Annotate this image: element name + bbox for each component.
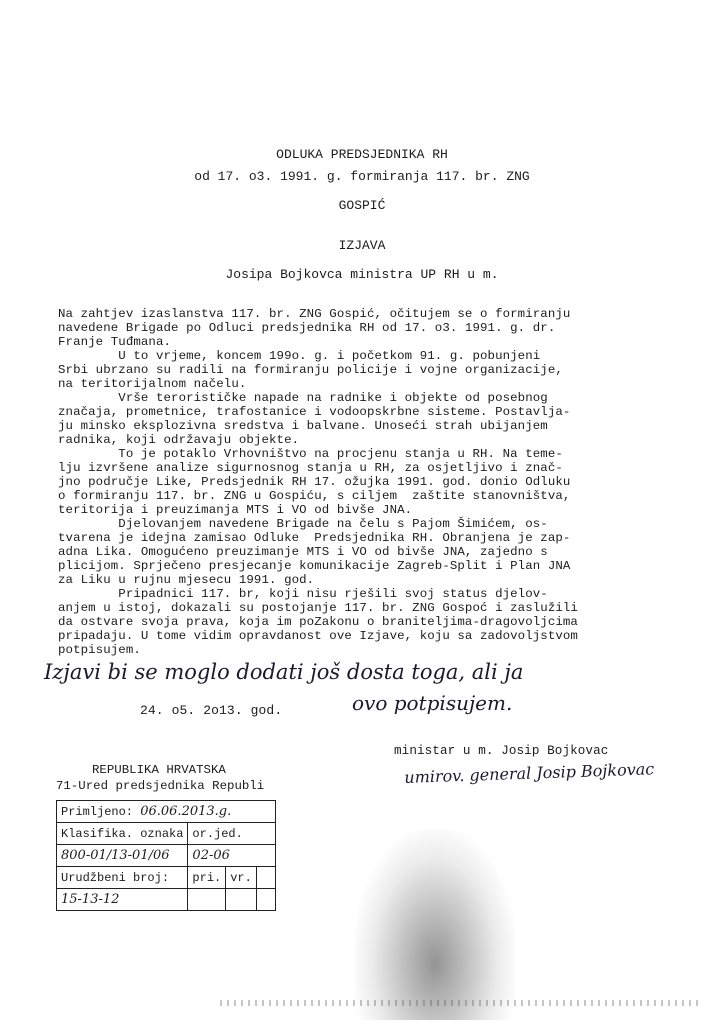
- handwritten-note-line1: Izjavi bi se moglo dodati još dosta toga, ali ja: [44, 660, 524, 684]
- body-line: Djelovanjem navedene Brigade na čelu s Pajom Šimićem, os-: [58, 517, 548, 531]
- body-line: lju izvršene analize sigurnosnog stanja u RH, za osjetljivo i znač-: [58, 461, 563, 475]
- empty-cell: [257, 867, 276, 889]
- registry-stamp: [56, 762, 326, 907]
- reg-value: 15-13-12: [57, 889, 188, 911]
- pril-label: pri.: [188, 867, 226, 889]
- vr-label: vr.: [226, 867, 257, 889]
- body-line: značaja, prometnice, trafostanice i vodoopskrbne sisteme. Postavlja-: [58, 405, 571, 419]
- body-line: navedene Brigade po Odluci predsjednika RH od 17. o3. 1991. g. dr.: [58, 321, 556, 335]
- body-line: jno područje Like, Predsjednik RH 17. ožujka 1991. god. donio Odluku: [58, 475, 571, 489]
- body-line: da ostvare svoja prava, koja im poZakonu o braniteljima-dragovoljcima: [58, 615, 578, 629]
- body-line: Na zahtjev izaslanstva 117. br. ZNG Gospić, očitujem se o formiranju: [58, 307, 571, 321]
- scan-smudge: [355, 830, 515, 1020]
- body-line: teritorija i preuzimanja MTS i VO od bivše JNA.: [58, 503, 413, 517]
- handwritten-signature: umirov. general Josip Bojkovac: [404, 759, 655, 787]
- body-line: U to vrjeme, koncem 199o. g. i početkom 91. g. pobunjeni: [58, 349, 541, 363]
- body-line: na teritorijalnom načelu.: [58, 377, 247, 391]
- decision-date-line: od 17. o3. 1991. g. formiranja 117. br. ZNG: [194, 169, 530, 184]
- body-line: o formiranju 117. br. ZNG u Gospiću, s ciljem zaštite stanovništva,: [58, 489, 571, 503]
- decision-title: ODLUKA PREDSJEDNIKA RH: [276, 147, 448, 162]
- body-line: Pripadnici 117. br, koji nisu rješili svoj status djelov-: [58, 587, 548, 601]
- location-heading: GOSPIĆ: [338, 198, 386, 213]
- empty-cell: [226, 889, 257, 911]
- body-line: Vrše terorističke napade na radnike i objekte od posebnog: [58, 391, 548, 405]
- scan-noise: [220, 1000, 700, 1006]
- statement-title: IZJAVA: [338, 238, 386, 253]
- empty-cell: [188, 889, 226, 911]
- class-label: Klasifika. oznaka: [57, 823, 188, 845]
- statement-author: Josipa Bojkovca ministra UP RH u m.: [225, 267, 499, 282]
- body-line: ju minsko eksplozivna sredstva i balvane. Unoseći strah ubijanjem: [58, 419, 548, 433]
- org-value: 02-06: [188, 845, 276, 867]
- body-line: pripadaju. U tome vidim opravdanost ove Izjave, koju sa zadovoljstvom: [58, 629, 578, 643]
- body-line: radnika, koji održavaju objekte.: [58, 433, 300, 447]
- table-row: [57, 801, 276, 823]
- body-line: potpisujem.: [58, 643, 141, 657]
- signatory-label: ministar u m. Josip Bojkovac: [394, 744, 609, 758]
- table-row: [57, 867, 276, 889]
- table-row: [57, 845, 276, 867]
- table-row: [57, 889, 276, 911]
- stamp-table: [56, 800, 276, 911]
- org-label: or.jed.: [188, 823, 276, 845]
- received-label: Primljeno:: [61, 805, 134, 819]
- handwritten-note-line2: ovo potpisujem.: [352, 691, 513, 715]
- stamp-office: 71-Ured predsjednika Republi: [56, 779, 265, 793]
- body-line: za Liku u rujnu mjesecu 1991. god.: [58, 573, 315, 587]
- table-row: [57, 823, 276, 845]
- body-line: Franje Tuđmana.: [58, 335, 172, 349]
- body-line: tvarena je idejna zamisao Odluke Predsjednika RH. Obranjena je zap-: [58, 531, 571, 545]
- received-cell: [57, 801, 276, 823]
- received-value: 06.06.2013.g.: [140, 804, 232, 819]
- reg-label: Urudžbeni broj:: [57, 867, 188, 889]
- body-line: anjem u istoj, dokazali su postojanje 117. br. ZNG Gospoć i zaslužili: [58, 601, 578, 615]
- body-line: Srbi ubrzano su radili na formiranju policije i vojne organizacije,: [58, 363, 563, 377]
- body-line: plicijom. Sprječeno presjecanje komunikacije Zagreb-Split i Plan JNA: [58, 559, 571, 573]
- stamp-republic: REPUBLIKA HRVATSKA: [92, 763, 226, 777]
- body-line: To je potaklo Vrhovništvo na procjenu stanja u RH. Na teme-: [58, 447, 563, 461]
- class-value: 800-01/13-01/06: [57, 845, 188, 867]
- statement-date: 24. o5. 2o13. god.: [140, 703, 283, 718]
- empty-cell: [257, 889, 276, 911]
- body-line: adna Lika. Omogućeno preuzimanje MTS i VO od bivše JNA, zajedno s: [58, 545, 548, 559]
